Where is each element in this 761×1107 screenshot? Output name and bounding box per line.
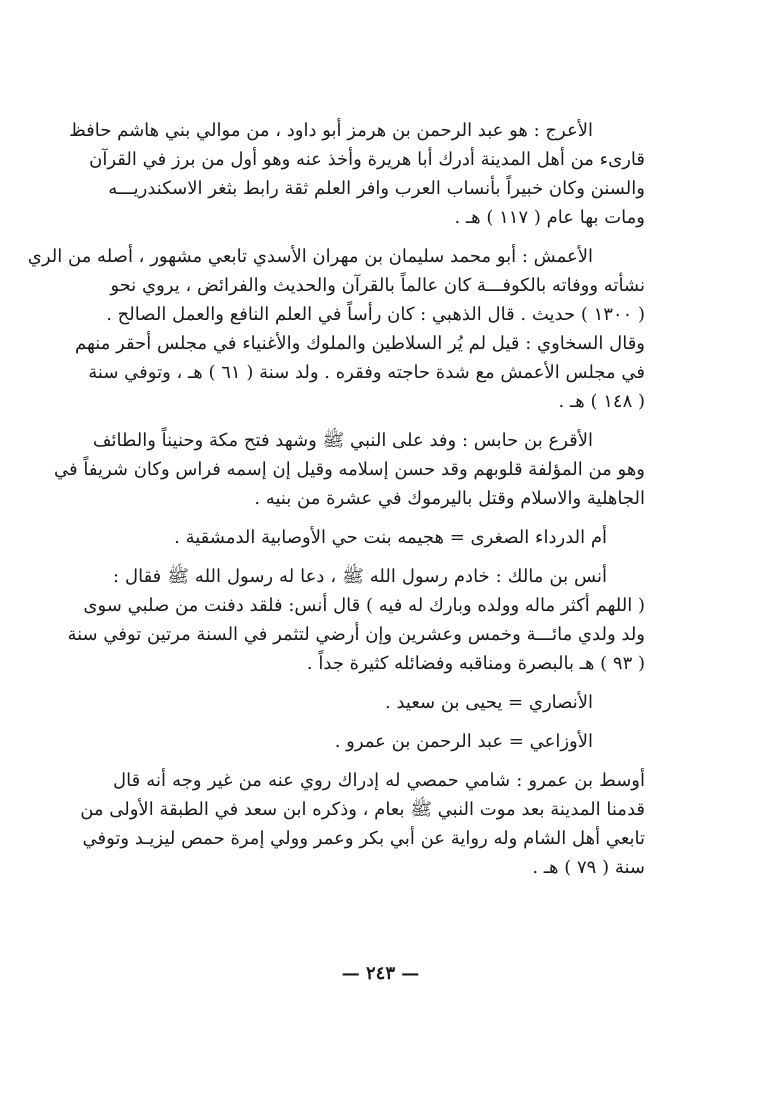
text-line: ( اللهم أكثر ماله وولده وبارك له فيه ) قال أنس: فلقد دفنت من صلبي سوى [83, 595, 645, 616]
text-line: ومات بها عام ( ١١٧ ) هـ . [454, 207, 645, 228]
entry-awsat [80, 766, 645, 882]
text-line: أم الدرداء الصغرى = هجيمه بنت حي الأوصابية الدمشقية . [174, 527, 607, 548]
page-number: — ٢٤٣ — [341, 963, 420, 984]
text-line: نشأته ووفاته بالكوفـــة كان عالماً بالقرآن والحديث والفرائض ، يروي نحو [110, 275, 645, 296]
text-line: في مجلس الأعمش مع شدة حاجته وفقره . ولد سنة ( ٦١ ) هـ ، وتوفي سنة [88, 362, 645, 383]
entry-alansari [113, 688, 645, 717]
text-line: الجاهلية والاسلام وقتل باليرموك في عشرة من بنيه . [254, 488, 645, 509]
text-line: والسنن وكان خبيراً بأنساب العرب وافر العلم ثقة رابط بثغر الاسكندريـــه [108, 178, 645, 199]
text-line: ( ٩٣ ) هـ بالبصرة ومناقبه وفضائله كثيرة جداً . [306, 653, 645, 674]
text-line: أنس بن مالك : خادم رسول الله ﷺ ، دعا له رسول الله ﷺ فقال : [113, 566, 607, 587]
entry-umm-aldarda [113, 523, 645, 552]
text-line: الأعرج : هو عبد الرحمن بن هرمز أبو داود ، من موالي بني هاشم حافظ [69, 120, 593, 141]
text-line: وقال السخاوي : قيل لم يُر السلاطين والملوك والأغنياء في مجلس أحقر منهم [75, 333, 645, 354]
text-line: الأوزاعي = عبد الرحمن بن عمرو . [334, 731, 593, 752]
text-line: الأنصاري = يحيى بن سعيد . [385, 692, 593, 713]
text-line: قارىء من أهل المدينة أدرك أبا هريرة وأخذ عنه وهو أول من برز في القرآن [89, 149, 645, 170]
entry-alawzai [113, 727, 645, 756]
text-line: ( ١٤٨ ) هـ . [558, 391, 645, 412]
text-line: ولد ولدي مائـــة وخمس وعشرين وإن أرضي لتثمر في السنة مرتين توفي سنة [67, 624, 645, 645]
entry-anas [67, 562, 645, 678]
entry-alaqra [54, 426, 645, 513]
text-line: الأعمش : أبو محمد سليمان بن مهران الأسدي تابعي مشهور ، أصله من الري [27, 246, 593, 267]
entry-alaraj [69, 116, 645, 232]
text-line: تابعي أهل الشام وله رواية عن أبي بكر وعمر وولي إمرة حمص ليزيـد وتوفي [82, 828, 645, 849]
text-line: سنة ( ٧٩ ) هـ . [532, 857, 645, 878]
text-line: ( ١٣٠٠ ) حديث . قال الذهبي : كان رأساً في العلم النافع والعمل الصالح . [106, 304, 645, 325]
text-line: قدمنا المدينة بعد موت النبي ﷺ بعام ، وذكره ابن سعد في الطبقة الأولى من [80, 799, 645, 820]
text-line: أوسط بن عمرو : شامي حمصي له إدراك روي عنه من غير وجه أنه قال [113, 770, 645, 791]
entry-alamash [27, 242, 645, 416]
page-body [27, 116, 645, 892]
text-line: وهو من المؤلفة قلوبهم وقد حسن إسلامه وقيل إن إسمه فراس وكان شريفاً في [54, 459, 645, 480]
text-line: الأقرع بن حابس : وفد على النبي ﷺ وشهد فتح مكة وحنيناً والطائف [92, 430, 593, 451]
